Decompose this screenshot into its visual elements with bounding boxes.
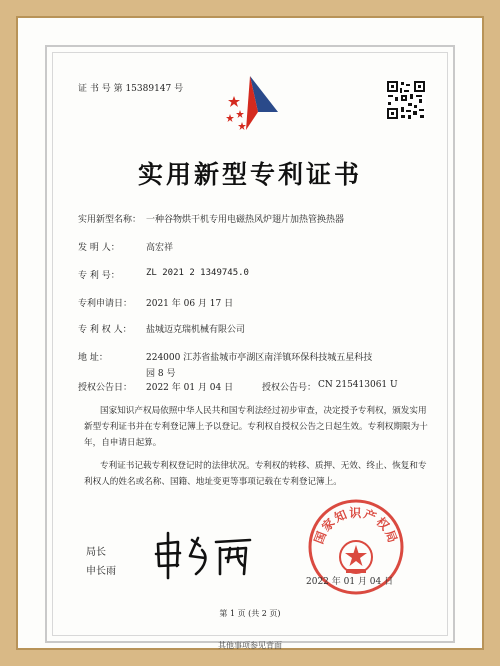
grant-statement-line3: 年，自申请日起算。: [84, 438, 162, 448]
page-info: 第 1 页 (共 2 页): [219, 609, 281, 618]
patent-number-label: 专 利 号：: [78, 271, 120, 281]
address-value-line2: 园 8 号: [146, 369, 176, 379]
director-title: 局长: [86, 547, 106, 558]
name-value: 一种谷物烘干机专用电磁热风炉翅片加热管换热器: [146, 215, 345, 225]
grant-date-label: 授权公告日：: [78, 383, 133, 393]
address-value-line1: 224000 江苏省盐城市亭湖区南洋镇环保科技城五星科技: [146, 353, 373, 363]
patentee-label: 专 利 权 人：: [78, 325, 132, 335]
certificate-title: 实用新型专利证书: [137, 160, 362, 189]
grant-number-value: CN 215413061 U: [318, 380, 398, 390]
grant-date-value: 2022 年 01 月 04 日: [146, 383, 234, 393]
cnipa-logo-icon: [222, 72, 282, 134]
seal-text: 国家知识产权局: [311, 506, 401, 546]
grant-number-label: 授权公告号：: [262, 383, 317, 393]
inventor-label: 发 明 人：: [78, 243, 120, 253]
qr-code-icon: [386, 80, 426, 120]
seal-date: 2022 年 01 月 04 日: [306, 577, 394, 587]
grant-statement-line2: 新型专利证书并在专利登记簿上予以登记。专利权自授权公告之日起生效。专利权期限为十: [84, 422, 428, 432]
patent-number-value: ZL 2021 2 1349745.0: [146, 268, 249, 278]
footer-note: 其他事项参见背面: [218, 641, 282, 650]
certificate-number: 证 书 号 第 15389147 号: [78, 84, 184, 94]
filing-date-value: 2021 年 06 月 17 日: [146, 299, 234, 309]
director-signature: [150, 528, 260, 580]
patentee-value: 盐城迈克瑞机械有限公司: [146, 325, 246, 335]
filing-date-label: 专利申请日：: [78, 299, 133, 309]
address-label: 地 址：: [78, 353, 108, 363]
name-label: 实用新型名称：: [78, 215, 142, 225]
inventor-value: 高宏祥: [146, 243, 174, 253]
legal-status-line1: 专利证书记载专利权登记时的法律状况。专利权的转移、质押、无效、终止、恢复和专: [100, 461, 427, 471]
grant-statement-line1: 国家知识产权局依照中华人民共和国专利法经过初步审查，决定授予专利权，颁发实用: [100, 406, 427, 416]
director-name: 申长雨: [86, 566, 116, 577]
legal-status-line2: 利权人的姓名或名称、国籍、地址变更等事项记载在专利登记簿上。: [84, 477, 342, 487]
